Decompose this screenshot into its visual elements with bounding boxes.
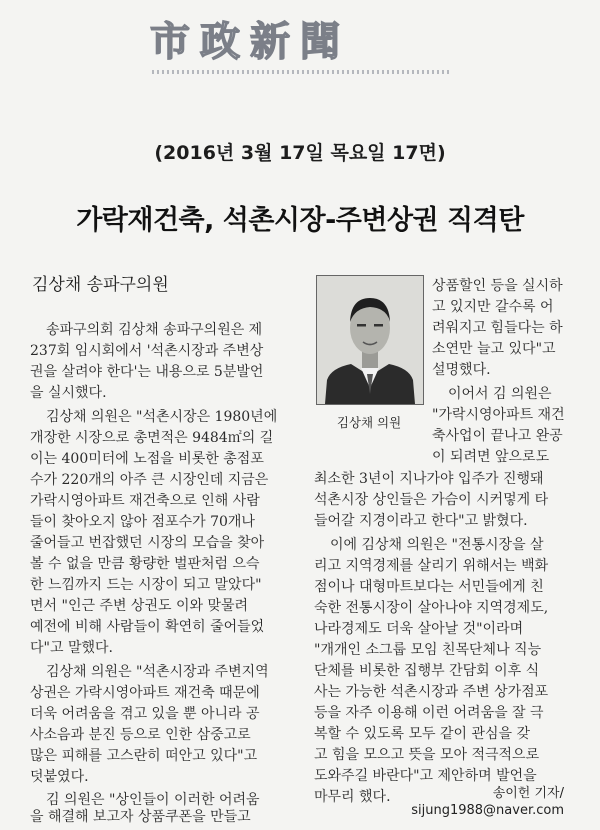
text-line: 복할 수 있도록 모두 같이 관심을 갖 xyxy=(314,726,531,742)
text-line: 권을 살려야 한다'는 내용으로 5분발언 xyxy=(30,364,264,380)
text-line: 덧붙였다. xyxy=(30,769,89,785)
text-line: 나라경제도 더욱 살아날 것"이라며 xyxy=(314,621,524,637)
text-line: 수가 220개의 아주 큰 시장인데 지금은 xyxy=(30,472,269,488)
text-line: 237회 임시회에서 '석촌시장과 주변상 xyxy=(30,343,264,359)
masthead-logo: 市政新聞 xyxy=(150,19,350,65)
text-line: 송파구의회 김상채 송파구의원은 제 xyxy=(46,322,263,338)
text-line: 축사업이 끝나고 완공 xyxy=(432,428,563,444)
text-line: 단체를 비롯한 집행부 간담회 이후 식 xyxy=(314,663,540,679)
text-line: 한 느낌까지 드는 시장이 되고 말았다" xyxy=(30,577,262,593)
text-line: 사소음과 분진 등으로 인한 삼중고로 xyxy=(30,727,251,743)
byline: 김상채 송파구의원 xyxy=(32,275,169,295)
text-line: 이어서 김 의원은 xyxy=(448,386,552,402)
text-line: 상품할인 등을 실시하 xyxy=(432,278,563,294)
text-line: 더욱 어려움을 겪고 있을 뿐 아니라 공 xyxy=(30,706,260,722)
headline: 가락재건축, 석촌시장-주변상권 직격탄 xyxy=(76,205,524,236)
text-line: 김 의원은 "상인들이 이러한 어려움 xyxy=(46,792,260,808)
text-line: "개개인 소그룹 모임 친목단체나 직능 xyxy=(314,642,542,658)
reporter-email: sijung1988@naver.com xyxy=(411,803,564,818)
text-line: 도와주길 바란다"고 제안하며 발언을 xyxy=(314,768,537,784)
text-line: 숙한 전통시장이 살아나야 지역경제도, xyxy=(314,600,549,616)
text-line: 등을 자주 이용해 이런 어려움을 잘 극 xyxy=(314,705,544,721)
text-line: 많은 피해를 고스란히 떠안고 있다"고 xyxy=(30,748,258,764)
reporter-name: 송이헌 기자/ xyxy=(492,786,564,801)
text-line: 고 있지만 갈수록 어 xyxy=(432,299,554,315)
text-line: 소연만 늘고 있다"고 xyxy=(432,341,556,357)
text-line: 김상채 의원은 "석촌시장은 1980년에 xyxy=(46,409,278,425)
masthead xyxy=(0,6,600,72)
portrait-photo xyxy=(316,275,424,405)
text-line: 들이 찾아오지 않아 점포수가 70개나 xyxy=(30,514,255,530)
text-line: 최소한 3년이 지나가야 입주가 진행돼 xyxy=(314,471,544,487)
text-line: 을 해결해 보고자 상품쿠폰을 만들고 xyxy=(30,809,251,825)
text-line: 사는 가능한 석촌시장과 주변 상가점포 xyxy=(314,684,549,700)
text-line: 려워지고 힘들다는 하 xyxy=(432,320,563,336)
masthead-dot-rule xyxy=(152,70,452,74)
text-line: 다"고 말했다. xyxy=(30,640,113,656)
text-line: 면서 "인근 주변 상권도 이와 맞물려 xyxy=(30,598,249,614)
text-line: 점이나 대형마트보다는 서민들에게 친 xyxy=(314,579,544,595)
text-line: "가락시영아파트 재건 xyxy=(432,407,565,423)
text-line: 볼 수 없을 만큼 황량한 벌판처럼 으슥 xyxy=(30,556,260,572)
text-line: 리고 지역경제를 살리기 위해서는 백화 xyxy=(314,558,549,574)
text-line: 이는 400미터에 노점을 비롯한 총점포 xyxy=(30,451,264,467)
text-line: 이에 김상채 의원은 "전통시장을 살 xyxy=(330,537,544,553)
photo-caption: 김상채 의원 xyxy=(336,415,402,430)
text-line: 상권은 가락시영아파트 재건축 때문에 xyxy=(30,685,260,701)
text-line: 들어갈 지경이라고 한다"고 밝혔다. xyxy=(314,513,528,529)
text-line: 가락시영아파트 재건축으로 인해 사람 xyxy=(30,493,260,509)
text-line: 줄어들고 번잡했던 시장의 모습을 찾아 xyxy=(30,535,265,551)
text-line: 예전에 비해 사람들이 확연히 줄어들었 xyxy=(30,619,265,635)
text-line: 을 실시했다. xyxy=(30,385,107,401)
text-line: 석촌시장 상인들은 가슴이 시커멓게 타 xyxy=(314,492,549,508)
text-line: 개장한 시장으로 총면적은 9484㎡의 길 xyxy=(30,430,274,446)
text-line: 설명했다. xyxy=(432,362,491,378)
text-line: 이 되려면 앞으로도 xyxy=(432,449,550,465)
text-line: 마무리 했다. xyxy=(314,789,391,805)
text-line: 고 힘을 모으고 뜻을 모아 적극적으로 xyxy=(314,747,540,763)
text-line: 김상채 의원은 "석촌시장과 주변지역 xyxy=(46,664,269,680)
dateline: (2016년 3월 17일 목요일 17면) xyxy=(154,142,446,164)
